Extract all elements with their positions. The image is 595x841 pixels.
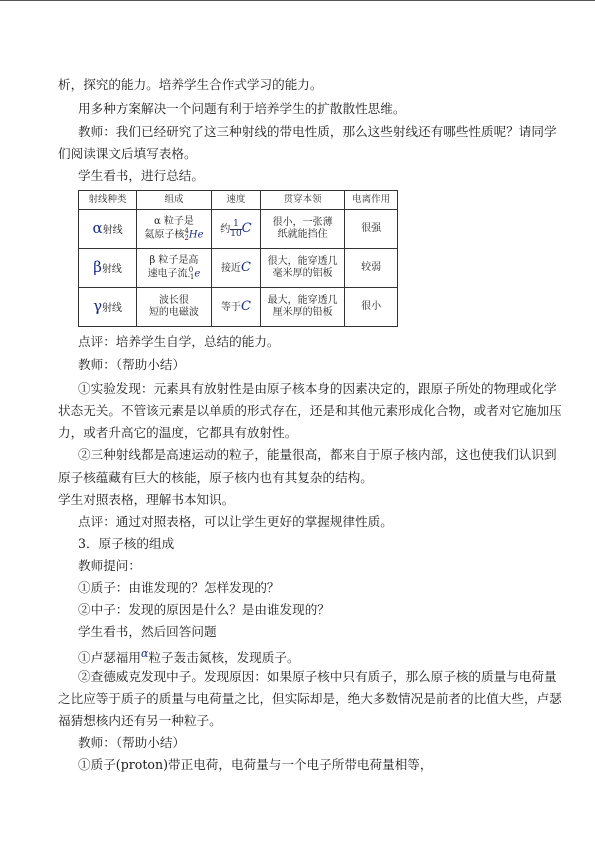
page-top-rule	[0, 0, 595, 1]
text-line: 点评：培养学生自学，总结的能力。	[78, 334, 280, 349]
fraction: $\frac{1}{10}$	[230, 218, 242, 239]
text-line: 学生对照表格，理解书本知识。	[58, 492, 235, 507]
table-header: 速度	[211, 191, 260, 210]
table-header: 射线种类	[79, 191, 137, 210]
text-line: 状态无关。不管该元素是以单质的形式存在，还是和其他元素形成化合物，或者对它施加压	[58, 403, 562, 418]
text-line: ①卢瑟福用α粒子轰击氮核，发现质子。	[78, 647, 300, 666]
text-line: 力，或者升高它的温度，它都具有放射性。	[58, 425, 298, 440]
table-row	[79, 210, 398, 249]
ray-type-cell: γ射线	[79, 288, 137, 327]
composition-cell: β 粒子是高 速电子流 0 -1 e	[137, 249, 212, 288]
composition-cell: 波长很 短的电磁波	[137, 288, 212, 327]
penetration-cell: 很大，能穿透几 毫米厚的铝板	[261, 249, 345, 288]
radiation-table	[78, 190, 398, 327]
text-line: 原子核蕴藏有巨大的核能，原子核内也有其复杂的结构。	[58, 470, 373, 485]
text-line: 教师：（帮助小结）	[78, 357, 186, 372]
ionization-cell: 很小	[345, 288, 398, 327]
speed-cell: 约 $\frac{1}{10}$ C	[211, 210, 260, 249]
table-header: 电离作用	[345, 191, 398, 210]
text-line: 学生看书，进行总结。	[78, 168, 204, 183]
text-line: ②三种射线都是高速运动的粒子，能量很高，都来自于原子核内部，这也使我们认识到	[78, 447, 557, 462]
table-row	[79, 288, 398, 327]
table-header: 组成	[137, 191, 212, 210]
text-line: ①实验发现：元素具有放射性是由原子核本身的因素决定的，跟原子所处的物理或化学	[78, 381, 557, 396]
ionization-cell: 很强	[345, 210, 398, 249]
text-line: 们阅读课文后填写表格。	[58, 146, 197, 161]
penetration-cell: 很小，一张薄 纸就能挡住	[261, 210, 345, 249]
section-heading: 3．原子核的组成	[78, 536, 175, 551]
text-line: ①质子(proton)带正电荷，电荷量与一个电子所带电荷量相等，	[78, 757, 433, 772]
ray-type-cell: β射线	[79, 249, 137, 288]
text-line: 教师：我们已经研究了这三种射线的带电性质，那么这些射线还有哪些性质呢？请同学	[78, 124, 557, 139]
text-line: 教师提问：	[78, 558, 141, 573]
text-line: 教师：（帮助小结）	[78, 735, 186, 750]
composition-cell: α 粒子是 氦原子核 4 2 He	[137, 210, 212, 249]
text-line: ②查德威克发现中子。发现原因：如果原子核中只有质子，那么原子核的质量与电荷量	[78, 669, 557, 684]
text-line: 学生看书，然后回答问题	[78, 624, 217, 639]
text-line: 用多种方案解决一个问题有利于培养学生的扩散散性思维。	[78, 101, 406, 116]
table-header-row	[79, 191, 398, 210]
table-header: 贯穿本领	[261, 191, 345, 210]
text-line: 点评：通过对照表格，可以让学生更好的掌握规律性质。	[78, 514, 393, 529]
text-line: ①质子：由谁发现的？怎样发现的？	[78, 580, 280, 595]
speed-cell: 接近C	[211, 249, 260, 288]
ray-type-cell: α射线	[79, 210, 137, 249]
text-line: ②中子：发现的原因是什么？是由谁发现的？	[78, 602, 330, 617]
speed-cell: 等于C	[211, 288, 260, 327]
text-line: 福猜想核内还有另一种粒子。	[58, 713, 222, 728]
penetration-cell: 最大，能穿透几 厘米厚的铅板	[261, 288, 345, 327]
text-line: 析，探究的能力。培养学生合作式学习的能力。	[58, 77, 323, 92]
ionization-cell: 较弱	[345, 249, 398, 288]
text-line: 之比应等于质子的质量与电荷量之比，但实际却是，绝大多数情况是前者的比值大些，卢瑟	[58, 691, 562, 706]
table-row	[79, 249, 398, 288]
